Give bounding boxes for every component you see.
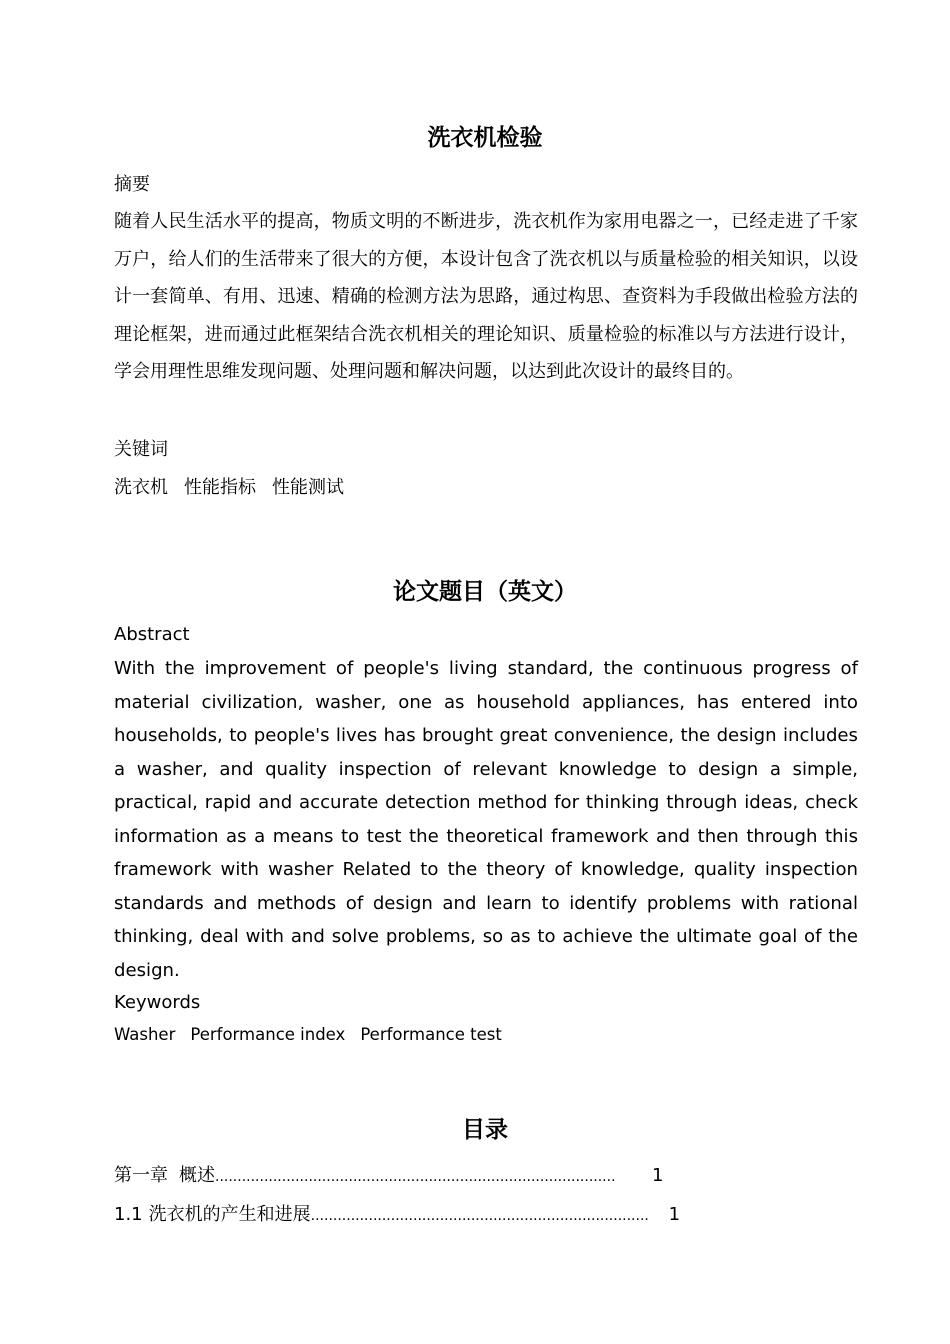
en-title: 论文题目（英文） (393, 579, 577, 605)
toc-entry-title: 概述 (179, 1165, 215, 1186)
cn-title: 洗衣机检验 (427, 125, 543, 151)
cn-keyword: 洗衣机 (114, 477, 168, 498)
cn-keyword: 性能测试 (272, 477, 344, 498)
en-keyword: Washer (114, 1025, 176, 1044)
en-keywords-label: Keywords (114, 992, 201, 1013)
en-abstract-text: With the improvement of people's living standard, the continuous progress of material civilization, washer, one as household appliances, has entered into households, to people's lives has brought great convenience, the design includes a washer, and quality inspection of relevant knowledge to design a simple, practical, rapid and accurate detection method for thinking through ideas, check information as a means to test the theoretical framework and then through this framework with washer Related to the theory of knowledge, quality inspection standards and methods of design and learn to identify problems with rational thinking, deal with and solve problems, so as to achieve the ultimate goal of the design. (114, 658, 858, 981)
toc-title: 目录 (462, 1117, 508, 1143)
cn-abstract-label: 摘要 (114, 174, 150, 195)
cn-keywords (114, 476, 360, 500)
toc-chapter: 1.1 (114, 1204, 143, 1225)
toc-entry-title: 洗衣机的产生和进展 (148, 1204, 311, 1225)
cn-keyword: 性能指标 (184, 477, 256, 498)
toc-page-number: 1 (652, 1165, 664, 1186)
toc-entry[interactable] (114, 1203, 680, 1228)
en-keywords (114, 1024, 517, 1046)
toc-entry[interactable] (114, 1164, 663, 1189)
toc-leader-dots: .......................................................................................... (215, 1169, 616, 1185)
en-keyword: Performance index (190, 1025, 346, 1044)
cn-keywords-label: 关键词 (114, 439, 168, 460)
en-abstract-label: Abstract (114, 624, 190, 645)
toc-page-number: 1 (668, 1204, 681, 1225)
cn-abstract-text: 随着人民生活水平的提高，物质文明的不断进步，洗衣机作为家用电器之一，已经走进了千家万户，给人们的生活带来了很大的方便，本设计包含了洗衣机以与质量检验的相关知识，以设计一套简单、有用、迅速、精确的检测方法为思路，通过构思、查资料为手段做出检验方法的理论框架，进而通过此框架结合洗衣机相关的理论知识、质量检验的标准以与方法进行设计，学会用理性思维发现问题、处理问题和解决问题，以达到此次设计的最终目的。 (114, 211, 858, 383)
en-keyword: Performance test (360, 1025, 502, 1044)
toc-leader-dots: ............................................................................ (310, 1208, 649, 1224)
toc-chapter: 第一章 (114, 1165, 168, 1186)
